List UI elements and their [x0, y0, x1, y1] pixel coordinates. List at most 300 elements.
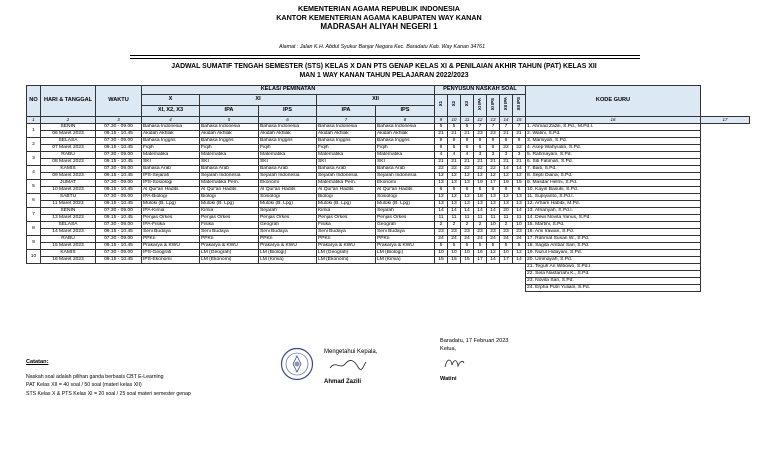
row-date: 14 Maret 2023 — [41, 229, 96, 236]
table-row — [27, 215, 750, 222]
row-time: 09.15 - 10.45 — [96, 145, 142, 152]
row-day: SENIN — [41, 208, 96, 215]
subject-cell: Matematika — [200, 152, 259, 159]
subject-cell: Al Qur'an Hadits — [259, 187, 317, 194]
letterhead-office: KANTOR KEMENTERIAN AGAMA KABUPATEN WAY KANAN — [276, 13, 482, 22]
teacher-code-cell: 9 — [487, 138, 500, 145]
schedule-table — [26, 85, 750, 292]
index-cell: 13 — [487, 117, 500, 124]
subject-cell: LM (Ekonomi) — [317, 257, 376, 264]
teacher-code-cell: 5 — [487, 243, 500, 250]
teacher-code-cell: 23 — [487, 229, 500, 236]
teacher-code-cell: 13 — [448, 201, 461, 208]
teacher-code-cell: 22 — [435, 166, 448, 173]
teacher-code-cell: 11 — [461, 215, 474, 222]
subject-cell: Fisika — [317, 222, 376, 229]
teacher-list-item: 11. Supiyanto, S.Pd.I. — [526, 194, 701, 201]
teacher-code-cell: 6 — [513, 187, 526, 194]
table-row — [27, 138, 750, 145]
index-cell: 14 — [500, 117, 513, 124]
row-day: SELASA — [41, 138, 96, 145]
teacher-code-cell: 4 — [461, 152, 474, 159]
headmaster-signature-icon — [328, 358, 368, 372]
teacher-code-cell: 23 — [461, 229, 474, 236]
teacher-code-cell: 23 — [448, 229, 461, 236]
row-number: 5 — [27, 180, 41, 194]
teacher-code-cell: 15 — [448, 257, 461, 264]
teacher-code-cell: 17 — [500, 257, 513, 264]
subject-cell: Bahasa Inggris — [200, 138, 259, 145]
schedule-body — [27, 86, 750, 292]
row-time: 09.15 - 10.45 — [96, 201, 142, 208]
subject-cell: Akidah Akhlak — [376, 131, 435, 138]
teacher-code-cell: 15 — [435, 257, 448, 264]
subject-cell: SKI — [259, 159, 317, 166]
index-cell: 7 — [317, 117, 376, 124]
teacher-code-cell: 13 — [435, 201, 448, 208]
teacher-list-item: 5. Rahmayani, S.Pd. — [526, 152, 701, 159]
row-number: 4 — [27, 166, 41, 180]
subject-cell: Fisika — [200, 222, 259, 229]
teacher-list-item: 6. Siti Fatimah, S.Pd. — [526, 159, 701, 166]
header-xi-ipa: IPA — [200, 106, 259, 117]
row-day: JUMAT — [41, 180, 96, 187]
table-row — [27, 187, 750, 194]
teacher-code-cell: 6 — [461, 187, 474, 194]
teacher-list-item: 8. Septi Diana, S.Pd. — [526, 173, 701, 180]
teacher-code-cell: 20 — [500, 208, 513, 215]
subject-cell: IPS-Ekonomi — [142, 257, 200, 264]
subject-cell: Bahasa Indonesia — [376, 124, 435, 131]
letterhead — [0, 0, 768, 58]
subject-cell: PPKn — [200, 236, 259, 243]
teacher-list-item: 14. Dewi Novita Yanus, S.Pd. — [526, 215, 701, 222]
header-kelas: KELAS/ PEMINATAN — [142, 86, 435, 95]
teacher-code-cell: 21 — [500, 159, 513, 166]
teacher-code-cell: 3 — [500, 152, 513, 159]
subject-cell: Fiqih — [142, 145, 200, 152]
subject-cell: LM (Kimia) — [376, 257, 435, 264]
header-penyusun-col-label: X3 — [464, 101, 470, 107]
index-cell: 3 — [96, 117, 142, 124]
teacher-code-cell: 6 — [487, 145, 500, 152]
teacher-code-cell: 4 — [448, 152, 461, 159]
headmaster-label: Mengetahui Kepala, — [324, 349, 378, 355]
subject-cell: Muloki (B. Lpg) — [317, 201, 376, 208]
teacher-code-cell: 14 — [461, 208, 474, 215]
row-day: RABU — [41, 236, 96, 243]
subject-cell: Matematika — [259, 152, 317, 159]
teacher-code-cell: 23 — [513, 229, 526, 236]
table-row — [27, 131, 750, 138]
subject-cell: Sejarah — [259, 208, 317, 215]
table-row — [27, 222, 750, 229]
header-hari: HARI & TANGGAL — [41, 86, 96, 117]
empty-cell — [27, 264, 526, 271]
row-day: KAMIS — [41, 250, 96, 257]
chair-name: Watini — [440, 376, 457, 382]
row-date: 09 Maret 2023 — [41, 173, 96, 180]
subject-cell: Bahasa Arab — [200, 166, 259, 173]
teacher-code-cell: 6 — [435, 187, 448, 194]
teacher-code-cell: 10 — [435, 250, 448, 257]
teacher-code-cell: 22 — [500, 145, 513, 152]
teacher-code-cell: 10 — [500, 250, 513, 257]
teacher-code-cell: 10 — [448, 250, 461, 257]
header-no: NO — [27, 86, 41, 117]
row-time: 09.15 - 10.45 — [96, 159, 142, 166]
subject-cell: Penjas Orkes — [259, 215, 317, 222]
header-xi: XI — [200, 95, 317, 106]
index-row — [27, 117, 750, 124]
row-time: 09.15 - 10.45 — [96, 215, 142, 222]
row-time: 09.15 - 10.45 — [96, 187, 142, 194]
row-number: 2 — [27, 138, 41, 152]
teacher-code-cell: 14 — [474, 208, 487, 215]
teacher-code-cell: 14 — [487, 208, 500, 215]
row-time: 07.30 - 09.00 — [96, 194, 142, 201]
subject-cell: Seni Budaya — [259, 229, 317, 236]
teacher-code-cell: 12 — [461, 173, 474, 180]
table-row — [27, 250, 750, 257]
teacher-code-cell: 14 — [513, 208, 526, 215]
subject-cell: Seni Budaya — [376, 229, 435, 236]
letterhead-school: MADRASAH ALIYAH NEGERI 1 — [320, 22, 438, 31]
subject-cell: Muloki (B. Lpg) — [200, 201, 259, 208]
teacher-list-item: 22. Sela Nasfarrahi K., S.Pd. — [526, 271, 701, 278]
subject-cell: Seni Budaya — [317, 229, 376, 236]
index-cell: 1 — [27, 117, 41, 124]
subject-cell: Muloki (B. Lpg) — [142, 201, 200, 208]
table-row — [27, 159, 750, 166]
teacher-code-cell: 5 — [513, 243, 526, 250]
teacher-code-cell: 21 — [513, 159, 526, 166]
teacher-code-cell: 13 — [461, 180, 474, 187]
row-day: SENIN — [41, 124, 96, 131]
subject-cell: SKI — [376, 159, 435, 166]
subject-cell: Penjas Orkes — [200, 215, 259, 222]
header-penyusun-col-label: X2 — [451, 101, 457, 107]
header-penyusun: PENYUSUN NASKAH SOAL — [435, 86, 526, 95]
row-number: 7 — [27, 208, 41, 222]
teacher-code-cell: 21 — [513, 131, 526, 138]
teacher-code-cell: 24 — [513, 236, 526, 243]
notes-title: Catatan: — [26, 359, 49, 365]
subject-cell: Bahasa Inggris — [376, 138, 435, 145]
subject-cell: IPA-Fisika — [142, 222, 200, 229]
teacher-code-cell: 12 — [435, 173, 448, 180]
teacher-code-cell: 23 — [474, 131, 487, 138]
teacher-code-cell: 12 — [513, 173, 526, 180]
notes-line-1: Naskah soal adalah pilihan ganda berbasis CBT E-Learning — [26, 373, 164, 380]
subject-cell: LM (Kimia) — [259, 257, 317, 264]
subject-cell: Matematika — [317, 152, 376, 159]
subject-cell: Kimia — [200, 208, 259, 215]
teacher-code-cell: 24 — [500, 236, 513, 243]
row-time: 07.30 - 09.00 — [96, 180, 142, 187]
subject-cell: Biologi — [200, 194, 259, 201]
signature-headmaster — [324, 348, 378, 385]
letterhead-rule — [130, 55, 640, 56]
teacher-code-cell: 5 — [500, 243, 513, 250]
teacher-code-cell: 13 — [448, 180, 461, 187]
subject-cell: PPKn — [142, 236, 200, 243]
subject-cell: SKI — [200, 159, 259, 166]
teacher-code-cell: 14 — [448, 208, 461, 215]
notes-block — [26, 358, 191, 398]
letterhead-ministry: KEMENTERIAN AGAMA REPUBLIK INDONESIA — [298, 4, 460, 13]
index-cell: 9 — [435, 117, 448, 124]
teacher-code-cell: 4 — [435, 152, 448, 159]
teacher-list-item: 24. Erpha Putri Yuliani, S.Pd. — [526, 285, 701, 292]
subject-cell: Penjas Orkes — [317, 215, 376, 222]
teacher-code-cell: 7 — [474, 124, 487, 131]
teacher-code-cell: 5 — [435, 124, 448, 131]
subject-cell: Penjas Orkes — [142, 215, 200, 222]
teacher-code-cell: 2 — [448, 222, 461, 229]
subject-cell: LM (Geografi) — [200, 250, 259, 257]
table-row — [27, 173, 750, 180]
teacher-code-cell: 11 — [448, 215, 461, 222]
teacher-code-cell: 22 — [474, 166, 487, 173]
subject-cell: Ekonomi — [376, 180, 435, 187]
subject-cell: Seni Budaya — [200, 229, 259, 236]
teacher-code-cell: 7 — [487, 124, 500, 131]
teacher-code-cell: 7 — [500, 124, 513, 131]
table-row — [27, 264, 750, 271]
teacher-code-cell: 5 — [448, 124, 461, 131]
row-date: 16 Maret 2023 — [41, 257, 96, 264]
header-xii-ipa: IPA — [317, 106, 376, 117]
letterhead-address: Alamat : Jalan K.H. Abdul Syukur Banjar Negara Kec. Baradatu Kab. Way Kanan 34761 — [278, 44, 486, 50]
teacher-code-cell: 13 — [513, 194, 526, 201]
header-penyusun-col — [461, 95, 474, 117]
teacher-code-cell: 3 — [474, 152, 487, 159]
teacher-code-cell: 22 — [448, 166, 461, 173]
header-penyusun-col-label: XII IPA — [503, 97, 509, 111]
row-time: 09.15 - 10.45 — [96, 173, 142, 180]
subject-cell: Matematika — [142, 152, 200, 159]
row-date: 10 Maret 2023 — [41, 187, 96, 194]
subject-cell: Sejarah Indonesia — [259, 173, 317, 180]
letterhead-rule-thin — [130, 58, 640, 59]
index-cell: 2 — [41, 117, 96, 124]
row-time: 07.30 - 09.00 — [96, 208, 142, 215]
teacher-code-cell: 6 — [500, 187, 513, 194]
subject-cell: Bahasa Indonesia — [317, 124, 376, 131]
teacher-code-cell: 17 — [487, 180, 500, 187]
teacher-code-cell: 2 — [500, 222, 513, 229]
subject-cell: Bahasa Arab — [259, 166, 317, 173]
row-time: 07.30 - 09.00 — [96, 138, 142, 145]
chair-signature-icon — [442, 355, 466, 371]
subject-cell: Akidah Akhlak — [142, 131, 200, 138]
teacher-code-cell: 3 — [487, 152, 500, 159]
subject-cell: Sosiologi — [259, 194, 317, 201]
index-cell: 5 — [200, 117, 259, 124]
teacher-code-cell: 6 — [448, 145, 461, 152]
teacher-code-cell: 14 — [513, 166, 526, 173]
subject-cell: Sosiologi — [376, 194, 435, 201]
teacher-code-cell: 13 — [500, 201, 513, 208]
notes-line-3: STS Kelas X & PTS Kelas XI = 20 soal / 25 soal materi semester genap — [26, 390, 191, 397]
teacher-code-cell: 11 — [513, 215, 526, 222]
row-date: 11 Maret 2023 — [41, 201, 96, 208]
teacher-code-cell: 9 — [435, 138, 448, 145]
row-number: 6 — [27, 194, 41, 208]
teacher-code-cell: 23 — [474, 229, 487, 236]
teacher-code-cell: 23 — [487, 131, 500, 138]
index-cell: 10 — [448, 117, 461, 124]
table-row — [27, 201, 750, 208]
row-time: 07.30 - 09.00 — [96, 124, 142, 131]
subject-cell: Penjas Orkes — [376, 215, 435, 222]
teacher-code-cell: 10 — [487, 222, 500, 229]
subject-cell: Bahasa Indonesia — [200, 124, 259, 131]
teacher-code-cell: 13 — [461, 201, 474, 208]
row-date: 06 Maret 2023 — [41, 131, 96, 138]
subject-cell: LM (Biologi) — [376, 250, 435, 257]
header-penyusun-col — [500, 95, 513, 117]
teacher-code-cell: 21 — [448, 131, 461, 138]
subject-cell: PPKn — [259, 236, 317, 243]
teacher-list-item: 13. Afrianyah, S.Pd.I. — [526, 208, 701, 215]
subject-cell: Al Qur'an Hadits — [376, 187, 435, 194]
teacher-code-cell: 21 — [474, 159, 487, 166]
teacher-code-cell: 10 — [513, 222, 526, 229]
teacher-code-cell: 22 — [461, 166, 474, 173]
teacher-code-cell: 13 — [487, 194, 500, 201]
teacher-code-cell: 3 — [513, 152, 526, 159]
teacher-code-cell: 13 — [513, 201, 526, 208]
row-date: 15 Maret 2023 — [41, 243, 96, 250]
subject-cell: Bahasa Inggris — [317, 138, 376, 145]
subject-cell: Fiqih — [200, 145, 259, 152]
teacher-code-cell: 13 — [435, 180, 448, 187]
teacher-list-item: 18. Sagita Ambar Sari, S.Pd. — [526, 243, 701, 250]
teacher-code-cell: 15 — [513, 180, 526, 187]
empty-cell — [27, 271, 526, 278]
row-number: 10 — [27, 250, 41, 264]
teacher-code-cell: 15 — [461, 257, 474, 264]
teacher-code-cell: 21 — [435, 159, 448, 166]
teacher-code-cell: 11 — [474, 215, 487, 222]
subject-cell: Matematika Pem. — [317, 180, 376, 187]
table-row — [27, 194, 750, 201]
row-time: 09.15 - 10.45 — [96, 229, 142, 236]
subject-cell: Prakarya & KWU — [142, 243, 200, 250]
table-row — [27, 145, 750, 152]
teacher-code-cell: 6 — [474, 187, 487, 194]
subject-cell: Biologi — [317, 194, 376, 201]
index-cell: 11 — [461, 117, 474, 124]
subject-cell: Al Qur'an Hadits — [317, 187, 376, 194]
subject-cell: Muloki (B. Lpg) — [376, 201, 435, 208]
teacher-code-cell: 6 — [435, 145, 448, 152]
header-waktu: WAKTU — [96, 86, 142, 117]
row-time: 09.15 - 10.45 — [96, 257, 142, 264]
subject-cell: IPA-Biologi — [142, 194, 200, 201]
header-xii: XII — [317, 95, 435, 106]
row-number: 1 — [27, 124, 41, 138]
index-cell: 15 — [513, 117, 526, 124]
teacher-code-cell: 9 — [448, 138, 461, 145]
teacher-code-cell: 12 — [435, 194, 448, 201]
header-penyusun-col — [513, 95, 526, 117]
subject-cell: Bahasa Indonesia — [259, 124, 317, 131]
row-date: 07 Maret 2023 — [41, 145, 96, 152]
teacher-code-cell: 12 — [461, 194, 474, 201]
header-kode-guru: KODE GURU — [526, 86, 701, 117]
teacher-code-cell: 5 — [435, 243, 448, 250]
subject-cell: Seni Budaya — [142, 229, 200, 236]
subject-cell: Fiqih — [317, 145, 376, 152]
teacher-code-cell: 2 — [461, 222, 474, 229]
row-number: 8 — [27, 222, 41, 236]
table-row — [27, 271, 750, 278]
row-time: 07.30 - 09.00 — [96, 152, 142, 159]
row-number: 3 — [27, 152, 41, 166]
row-day: RABU — [41, 152, 96, 159]
index-cell: 6 — [259, 117, 317, 124]
subject-cell: Bahasa Inggris — [259, 138, 317, 145]
signature-chair — [440, 337, 509, 382]
subject-cell: Matematika Pem. — [200, 180, 259, 187]
subject-cell: Fiqih — [376, 145, 435, 152]
teacher-code-cell: 10 — [461, 250, 474, 257]
subject-cell: PPKn — [376, 236, 435, 243]
subject-cell: Prakarya & KWU — [259, 243, 317, 250]
table-row — [27, 243, 750, 250]
subject-cell: Matematika — [376, 152, 435, 159]
subject-cell: LM (Geografi) — [317, 250, 376, 257]
subject-cell: Akidah Akhlak — [317, 131, 376, 138]
row-day: SABTU — [41, 194, 96, 201]
row-date: 08 Maret 2023 — [41, 159, 96, 166]
subject-cell: Prakarya & KWU — [376, 243, 435, 250]
subject-cell: Sejarah Indonesia — [317, 173, 376, 180]
teacher-code-cell: 23 — [500, 229, 513, 236]
header-xii-ips: IPS — [376, 106, 435, 117]
document-subtitle: MAN 1 WAY KANAN TAHUN PELAJARAN 2022/2023 — [299, 72, 469, 79]
teacher-code-cell: 12 — [448, 173, 461, 180]
teacher-code-cell: 12 — [448, 194, 461, 201]
subject-cell: SKI — [142, 159, 200, 166]
row-date: 13 Maret 2023 — [41, 215, 96, 222]
subject-cell: SKI — [317, 159, 376, 166]
row-time: 09.15 - 10.45 — [96, 243, 142, 250]
teacher-list-item: 20. Ummayah, S.Pd. — [526, 257, 701, 264]
teacher-code-cell: 12 — [474, 173, 487, 180]
teacher-code-cell: 24 — [474, 236, 487, 243]
document-title: JADWAL SUMATIF TENGAH SEMESTER (STS) KELAS X DAN PTS GENAP KELAS XI & PENILAIAN AKHIR TAHUN (PAT) KELAS XII — [171, 63, 597, 70]
teacher-code-cell: 21 — [448, 159, 461, 166]
index-cell: 17 — [701, 117, 750, 124]
chair-label: Ketua, — [440, 346, 457, 352]
subject-cell: Bahasa Arab — [142, 166, 200, 173]
subject-cell: Sejarah — [376, 208, 435, 215]
teacher-code-cell: 6 — [448, 187, 461, 194]
subject-cell: Bahasa Arab — [376, 166, 435, 173]
teacher-list-item: 19. Nurul Hidayani, S.Pd. — [526, 250, 701, 257]
teacher-code-cell: 12 — [500, 173, 513, 180]
teacher-code-cell: 6 — [487, 187, 500, 194]
subject-cell: Geografi — [376, 222, 435, 229]
subject-cell: Bahasa Inggris — [142, 138, 200, 145]
teacher-code-cell: 21 — [461, 159, 474, 166]
subject-cell: Fiqih — [259, 145, 317, 152]
teacher-list-item: 12. Arham Habibi, M.Pd. — [526, 201, 701, 208]
